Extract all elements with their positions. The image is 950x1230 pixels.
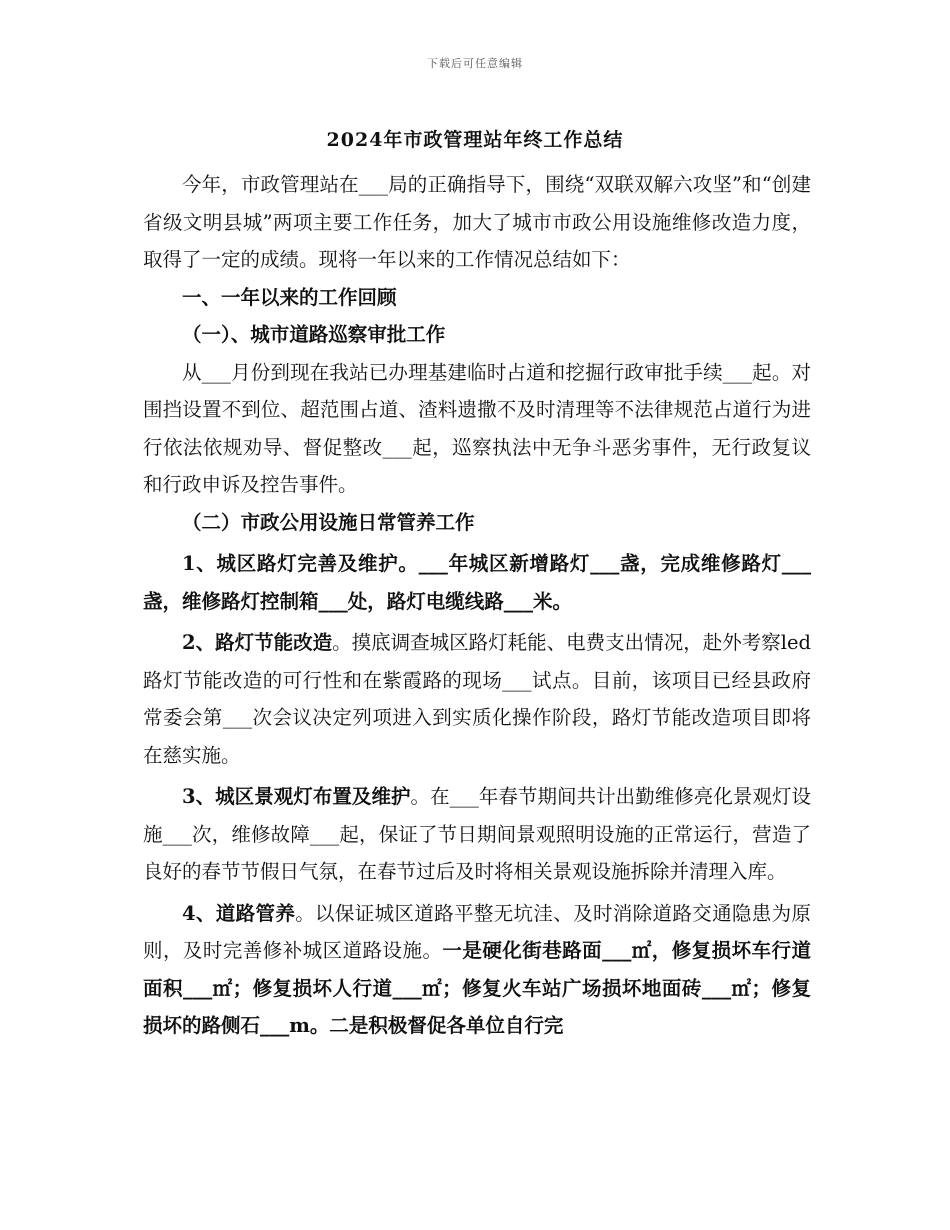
intro-paragraph: 今年，市政管理站在___局的正确指导下，围绕“双联双解六攻坚”和“创建省级文明县城”两项主要工作任务，加大了城市市政公用设施维修改造力度，取得了一定的成绩。现将一年以来的工作情况总结如下： xyxy=(143,173,811,271)
section1-heading: 一、一年以来的工作回顾 xyxy=(182,285,397,309)
item2-rest: 。摸底调查城区路灯耗能、电费支出情况，赴外考察led路灯节能改造的可行性和在紫霞路的现场___试点。目前，该项目已经县政府常委会第___次会议决定列项进入到实质化操作阶段，路灯节能改造项目即将在慈实施。 xyxy=(143,631,811,767)
item1-paragraph: 1、城区路灯完善及维护。___年城区新增路灯___盏，完成维修路灯___盏，维修路灯控制箱___处，路灯电缆线路___米。 xyxy=(143,552,811,613)
subsection1-body: 从___月份到现在我站已办理基建临时占道和挖掘行政审批手续___起。对围挡设置不到位、超范围占道、渣料遗撒不及时清理等不法律规范占道行为进行依法依规劝导、督促整改___起，巡察执法中无争斗恶劣事件，无行政复议和行政申诉及控告事件。 xyxy=(143,360,811,496)
header-note: 下载后可任意编辑 xyxy=(427,57,523,70)
item2-paragraph xyxy=(143,624,811,774)
item4-lead: 4、道路管养 xyxy=(182,901,296,925)
item4-mid: 。以保证城区道路平整无坑洼、及时消除道路交通隐患为原则，及时完善修补城区道路设施。 xyxy=(143,901,811,962)
subsection2-heading: （二）市政公用设施日常管养工作 xyxy=(182,510,475,534)
item3-rest: 。在___年春节期间共计出勤维修亮化景观灯设施___次，维修故障___起，保证了节日期间景观照明设施的正常运行，营造了良好的春节节假日气氛，在春节过后及时将相关景观设施拆除并清理入库。 xyxy=(143,785,811,883)
item4-paragraph xyxy=(143,895,811,1045)
document-body xyxy=(143,166,811,1049)
item3-lead: 3、城区景观灯布置及维护 xyxy=(182,785,411,808)
item4-bold: 一是硬化街巷路面___㎡，修复损坏车行道面积___㎡；修复损坏人行道___㎡；修复火车站广场损坏地面砖___㎡；修复损坏的路侧石___m。二是积极督促各单位自行完 xyxy=(143,939,811,1037)
item2-lead: 2、路灯节能改造 xyxy=(182,631,333,654)
document-title: 2024年市政管理站年终工作总结 xyxy=(326,129,624,151)
item3-paragraph xyxy=(143,778,811,891)
subsection1-heading: （一）、城市道路巡察审批工作 xyxy=(182,323,446,346)
